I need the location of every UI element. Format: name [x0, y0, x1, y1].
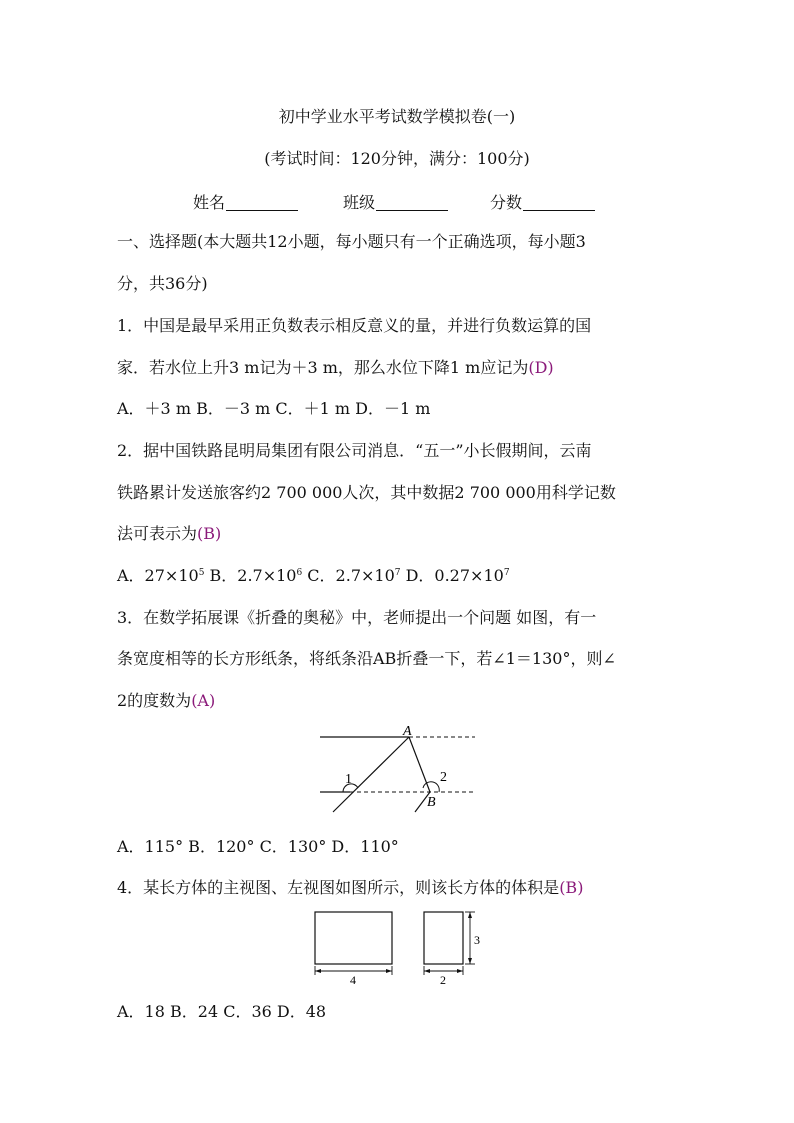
- q3-text-line1: 3．在数学拓展课《折叠的奥秘》中，老师提出一个问题 如图，有一: [117, 608, 597, 627]
- q4-answer: (B): [559, 878, 584, 897]
- student-info-fields: [0, 190, 794, 212]
- q2-option-c: C．2.7×10: [302, 566, 395, 585]
- label-angle-2: 2: [440, 770, 447, 785]
- exam-info: (考试时间：120分钟，满分：100分): [264, 149, 530, 168]
- q4-text-line1: [117, 878, 697, 898]
- section-heading-line1: 一、选择题(本大题共12小题，每小题只有一个正确选项，每小题3: [117, 232, 586, 251]
- q4-views-figure: [310, 908, 490, 990]
- label-b: B: [427, 795, 436, 810]
- q3-answer: (A): [191, 691, 216, 710]
- score-label: 分数: [490, 193, 523, 212]
- q2-answer: (B): [197, 524, 222, 543]
- page-title: 初中学业水平考试数学模拟卷(一): [278, 107, 516, 126]
- name-blank: [226, 194, 298, 211]
- class-label: 班级: [343, 193, 376, 212]
- q2-text-line3: [117, 524, 697, 544]
- height-dim-arrow-top: [468, 912, 472, 918]
- height-dim-arrow-bottom: [468, 958, 472, 964]
- q3-text-line3: [117, 691, 697, 711]
- front-view: [315, 912, 392, 964]
- q1-text-line2: [117, 358, 697, 378]
- score-blank: [523, 194, 595, 211]
- side-width-label: 2: [440, 973, 446, 987]
- q2-text-line1: 2．据中国铁路昆明局集团有限公司消息．“五一”小长假期间，云南: [117, 441, 592, 460]
- q2-option-a-exponent: 5: [198, 568, 205, 578]
- q2-option-b: B．2.7×10: [204, 566, 297, 585]
- q2-text: 法可表示为: [117, 524, 198, 543]
- angle-2-arc: [423, 782, 439, 792]
- q1-text-line1: 1．中国是最早采用正负数表示相反意义的量，并进行负数运算的国: [117, 316, 592, 335]
- q1-answer: (D): [528, 358, 554, 377]
- q3-text: 2的度数为: [117, 691, 192, 710]
- class-blank: [376, 194, 448, 211]
- label-a: A: [403, 724, 412, 739]
- q3-options: A．115° B．120° C．130° D．110°: [117, 837, 399, 856]
- front-dim-arrow-left: [315, 969, 321, 973]
- q3-text-line2: 条宽度相等的长方形纸条，将纸条沿AB折叠一下，若∠1＝130°，则∠: [117, 649, 616, 668]
- fold-line-ab: [409, 737, 430, 792]
- q2-options: [117, 566, 697, 586]
- q2-option-d: D．0.27×10: [400, 566, 504, 585]
- q4-text: 4．某长方体的主视图、左视图如图所示，则该长方体的体积是: [117, 878, 560, 897]
- q2-option-c-exponent: 7: [394, 568, 401, 578]
- side-dim-arrow-right: [457, 969, 463, 973]
- front-dim-arrow-right: [386, 969, 392, 973]
- name-field[interactable]: [193, 190, 298, 213]
- side-view: [424, 912, 463, 964]
- side-dim-arrow-left: [424, 969, 430, 973]
- section-heading-line2: 分，共36分): [117, 274, 208, 293]
- side-height-label: 3: [474, 933, 480, 947]
- q1-options: A．＋3 m B．－3 m C．＋1 m D．－1 m: [117, 399, 431, 418]
- name-label: 姓名: [193, 193, 226, 212]
- class-field[interactable]: [343, 190, 448, 213]
- q1-text: 家．若水位上升3 m记为＋3 m，那么水位下降1 m应记为: [117, 358, 529, 377]
- score-field[interactable]: [490, 190, 595, 213]
- q4-options: A．18 B．24 C．36 D．48: [117, 1002, 327, 1021]
- q2-option-b-exponent: 6: [296, 568, 303, 578]
- q2-option-d-exponent: 7: [503, 568, 510, 578]
- label-angle-1: 1: [345, 772, 352, 787]
- front-width-label: 4: [350, 973, 356, 987]
- q2-option-a: A．27×10: [117, 566, 199, 585]
- q2-text-line2: 铁路累计发送旅客约2 700 000人次，其中数据2 700 000用科学记数: [117, 483, 616, 502]
- q3-folding-figure: [315, 722, 480, 814]
